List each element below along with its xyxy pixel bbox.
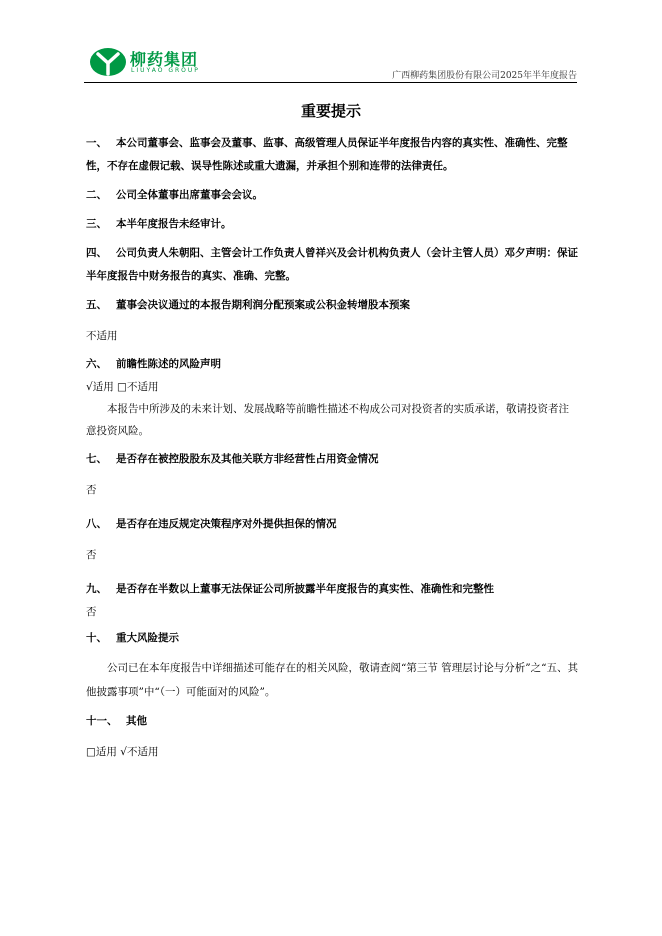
section-number: 二、 [86, 189, 107, 201]
section-9-answer: 否 [86, 606, 97, 618]
section-text: 本半年度报告未经审计。 [116, 218, 232, 230]
logo-subtext: LIUYAO GROUP [131, 67, 200, 74]
section-text: 其他 [126, 715, 147, 727]
section-8-answer: 否 [86, 549, 97, 561]
section-11-answer: □适用 √不适用 [86, 746, 159, 758]
section-10 [86, 627, 578, 650]
main-content [86, 130, 578, 763]
section-6-body: 本报告中所涉及的未来计划、发展战略等前瞻性描述不构成公司对投资者的实质承诺，敬请投资者注意投资风险。 [86, 403, 569, 437]
section-5-answer: 不适用 [86, 330, 118, 342]
section-number: 十、 [86, 632, 107, 644]
section-text: 重大风险提示 [116, 632, 179, 644]
section-10-body: 公司已在本年度报告中详细描述可能存在的相关风险，敬请查阅“第三节 管理层讨论与分析”之“五、其他披露事项”中“（一）可能面对的风险”。 [86, 662, 578, 698]
section-number: 七、 [86, 453, 107, 465]
section-number: 一、 [86, 137, 107, 149]
section-7 [86, 448, 578, 471]
section-6-answer: √适用 □不适用 [86, 381, 159, 393]
section-5 [86, 294, 578, 317]
section-number: 六、 [86, 358, 107, 370]
section-1 [86, 132, 578, 178]
document-title: 重要提示 [300, 102, 361, 120]
section-9 [86, 578, 578, 601]
section-number: 九、 [86, 583, 107, 595]
logo-text: 柳药集团 [130, 50, 199, 69]
section-text: 是否存在被控股股东及其他关联方非经营性占用资金情况 [116, 453, 379, 465]
section-4 [86, 242, 578, 288]
section-text: 前瞻性陈述的风险声明 [116, 358, 221, 370]
liuyao-logo-icon [88, 46, 128, 78]
section-number: 八、 [86, 518, 107, 530]
section-number: 十一、 [86, 715, 118, 727]
section-text: 公司负责人朱朝阳、主管会计工作负责人曾祥兴及会计机构负责人（会计主管人员）邓夕声明：保证半年度报告中财务报告的真实、准确、完整。 [86, 247, 578, 282]
section-text: 本公司董事会、监事会及董事、监事、高级管理人员保证半年度报告内容的真实性、准确性、完整性，不存在虚假记载、误导性陈述或重大遗漏，并承担个别和连带的法律责任。 [86, 137, 568, 172]
section-number: 三、 [86, 218, 107, 230]
section-8 [86, 513, 578, 536]
page-header [84, 44, 577, 83]
section-number: 五、 [86, 299, 107, 311]
report-title: 广西柳药集团股份有限公司2025年半年度报告 [392, 71, 577, 81]
section-7-answer: 否 [86, 484, 97, 496]
section-2 [86, 184, 578, 207]
section-6 [86, 353, 578, 376]
section-text: 董事会决议通过的本报告期利润分配预案或公积金转增股本预案 [116, 299, 410, 311]
section-text: 是否存在违反规定决策程序对外提供担保的情况 [116, 518, 337, 530]
section-number: 四、 [86, 247, 107, 259]
section-11 [86, 710, 578, 733]
section-text: 是否存在半数以上董事无法保证公司所披露半年度报告的真实性、准确性和完整性 [116, 583, 494, 595]
section-text: 公司全体董事出席董事会会议。 [116, 189, 263, 201]
section-3 [86, 213, 578, 236]
